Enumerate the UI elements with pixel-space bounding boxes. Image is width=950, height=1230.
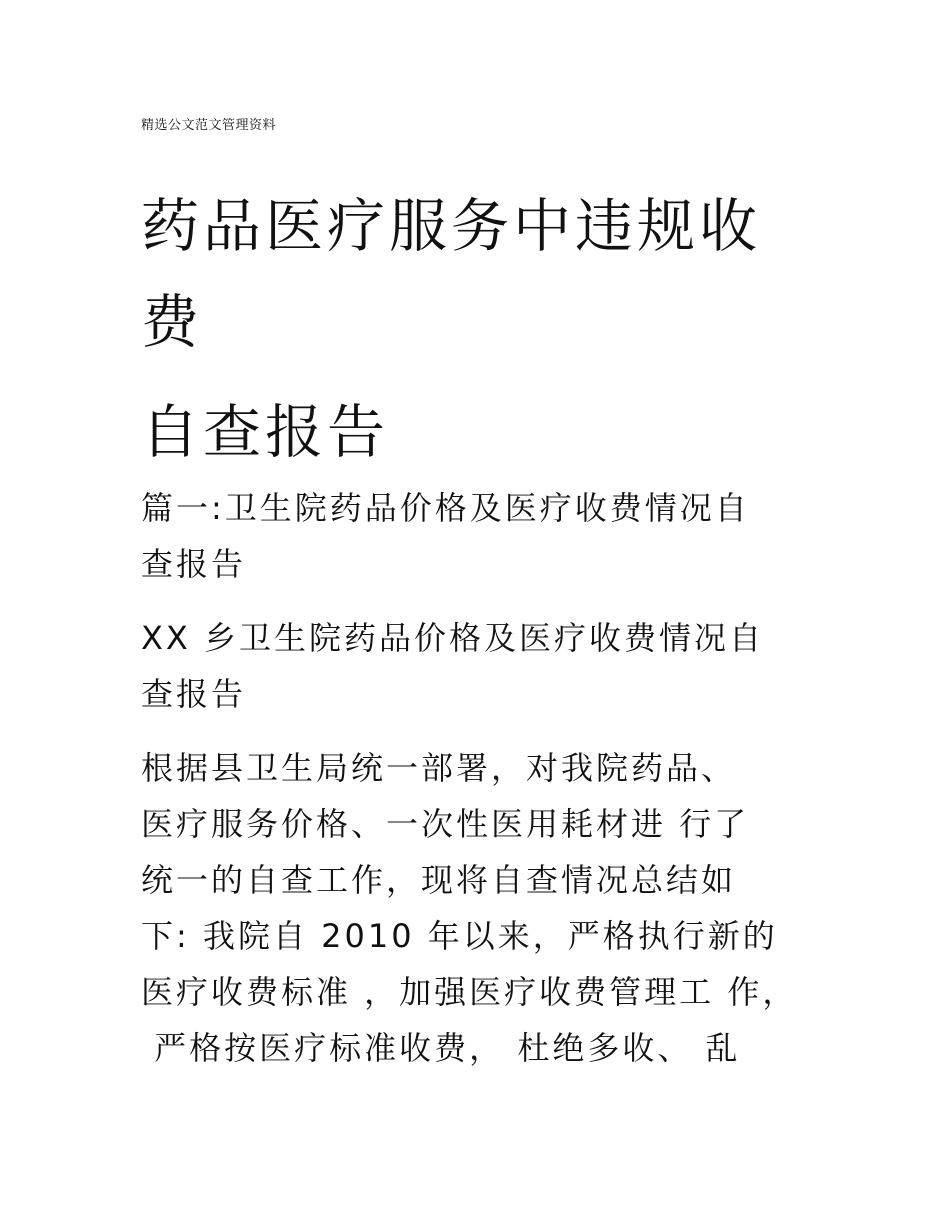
body-line: 统一的自查工作，现将自查情况总结如 [141,861,737,899]
body-line: 根据县卫生局统一部署，对我院药品、 [141,749,737,787]
body-line: 医疗服务价格、一次性医用耗材进 行了 [141,805,750,843]
section-two-line: XX 乡卫生院药品价格及医疗收费情况自 [141,619,765,657]
section-two-line: 查报告 [141,675,247,713]
body-line: 严格按医疗标准收费， 杜绝多收、 乱 [141,1029,741,1067]
title-line: 费 [141,288,204,356]
body-line: 医疗收费标准 ，加强医疗收费管理工 作， [141,973,798,1011]
body-line: 下: 我院自 2010 年以来，严格执行新的 [141,917,778,955]
section-two-heading [141,610,861,722]
body-paragraph [141,740,861,1076]
section-one-line: 篇一:卫生院药品价格及医疗收费情况自 [141,489,750,527]
title-line: 药品医疗服务中违规收 [141,192,762,260]
title-line: 自查报告 [141,398,390,466]
section-one-line: 查报告 [141,545,247,583]
document-title [141,178,821,480]
header-label: 精选公文范文管理资料 [141,118,277,133]
section-one-heading [141,480,861,592]
